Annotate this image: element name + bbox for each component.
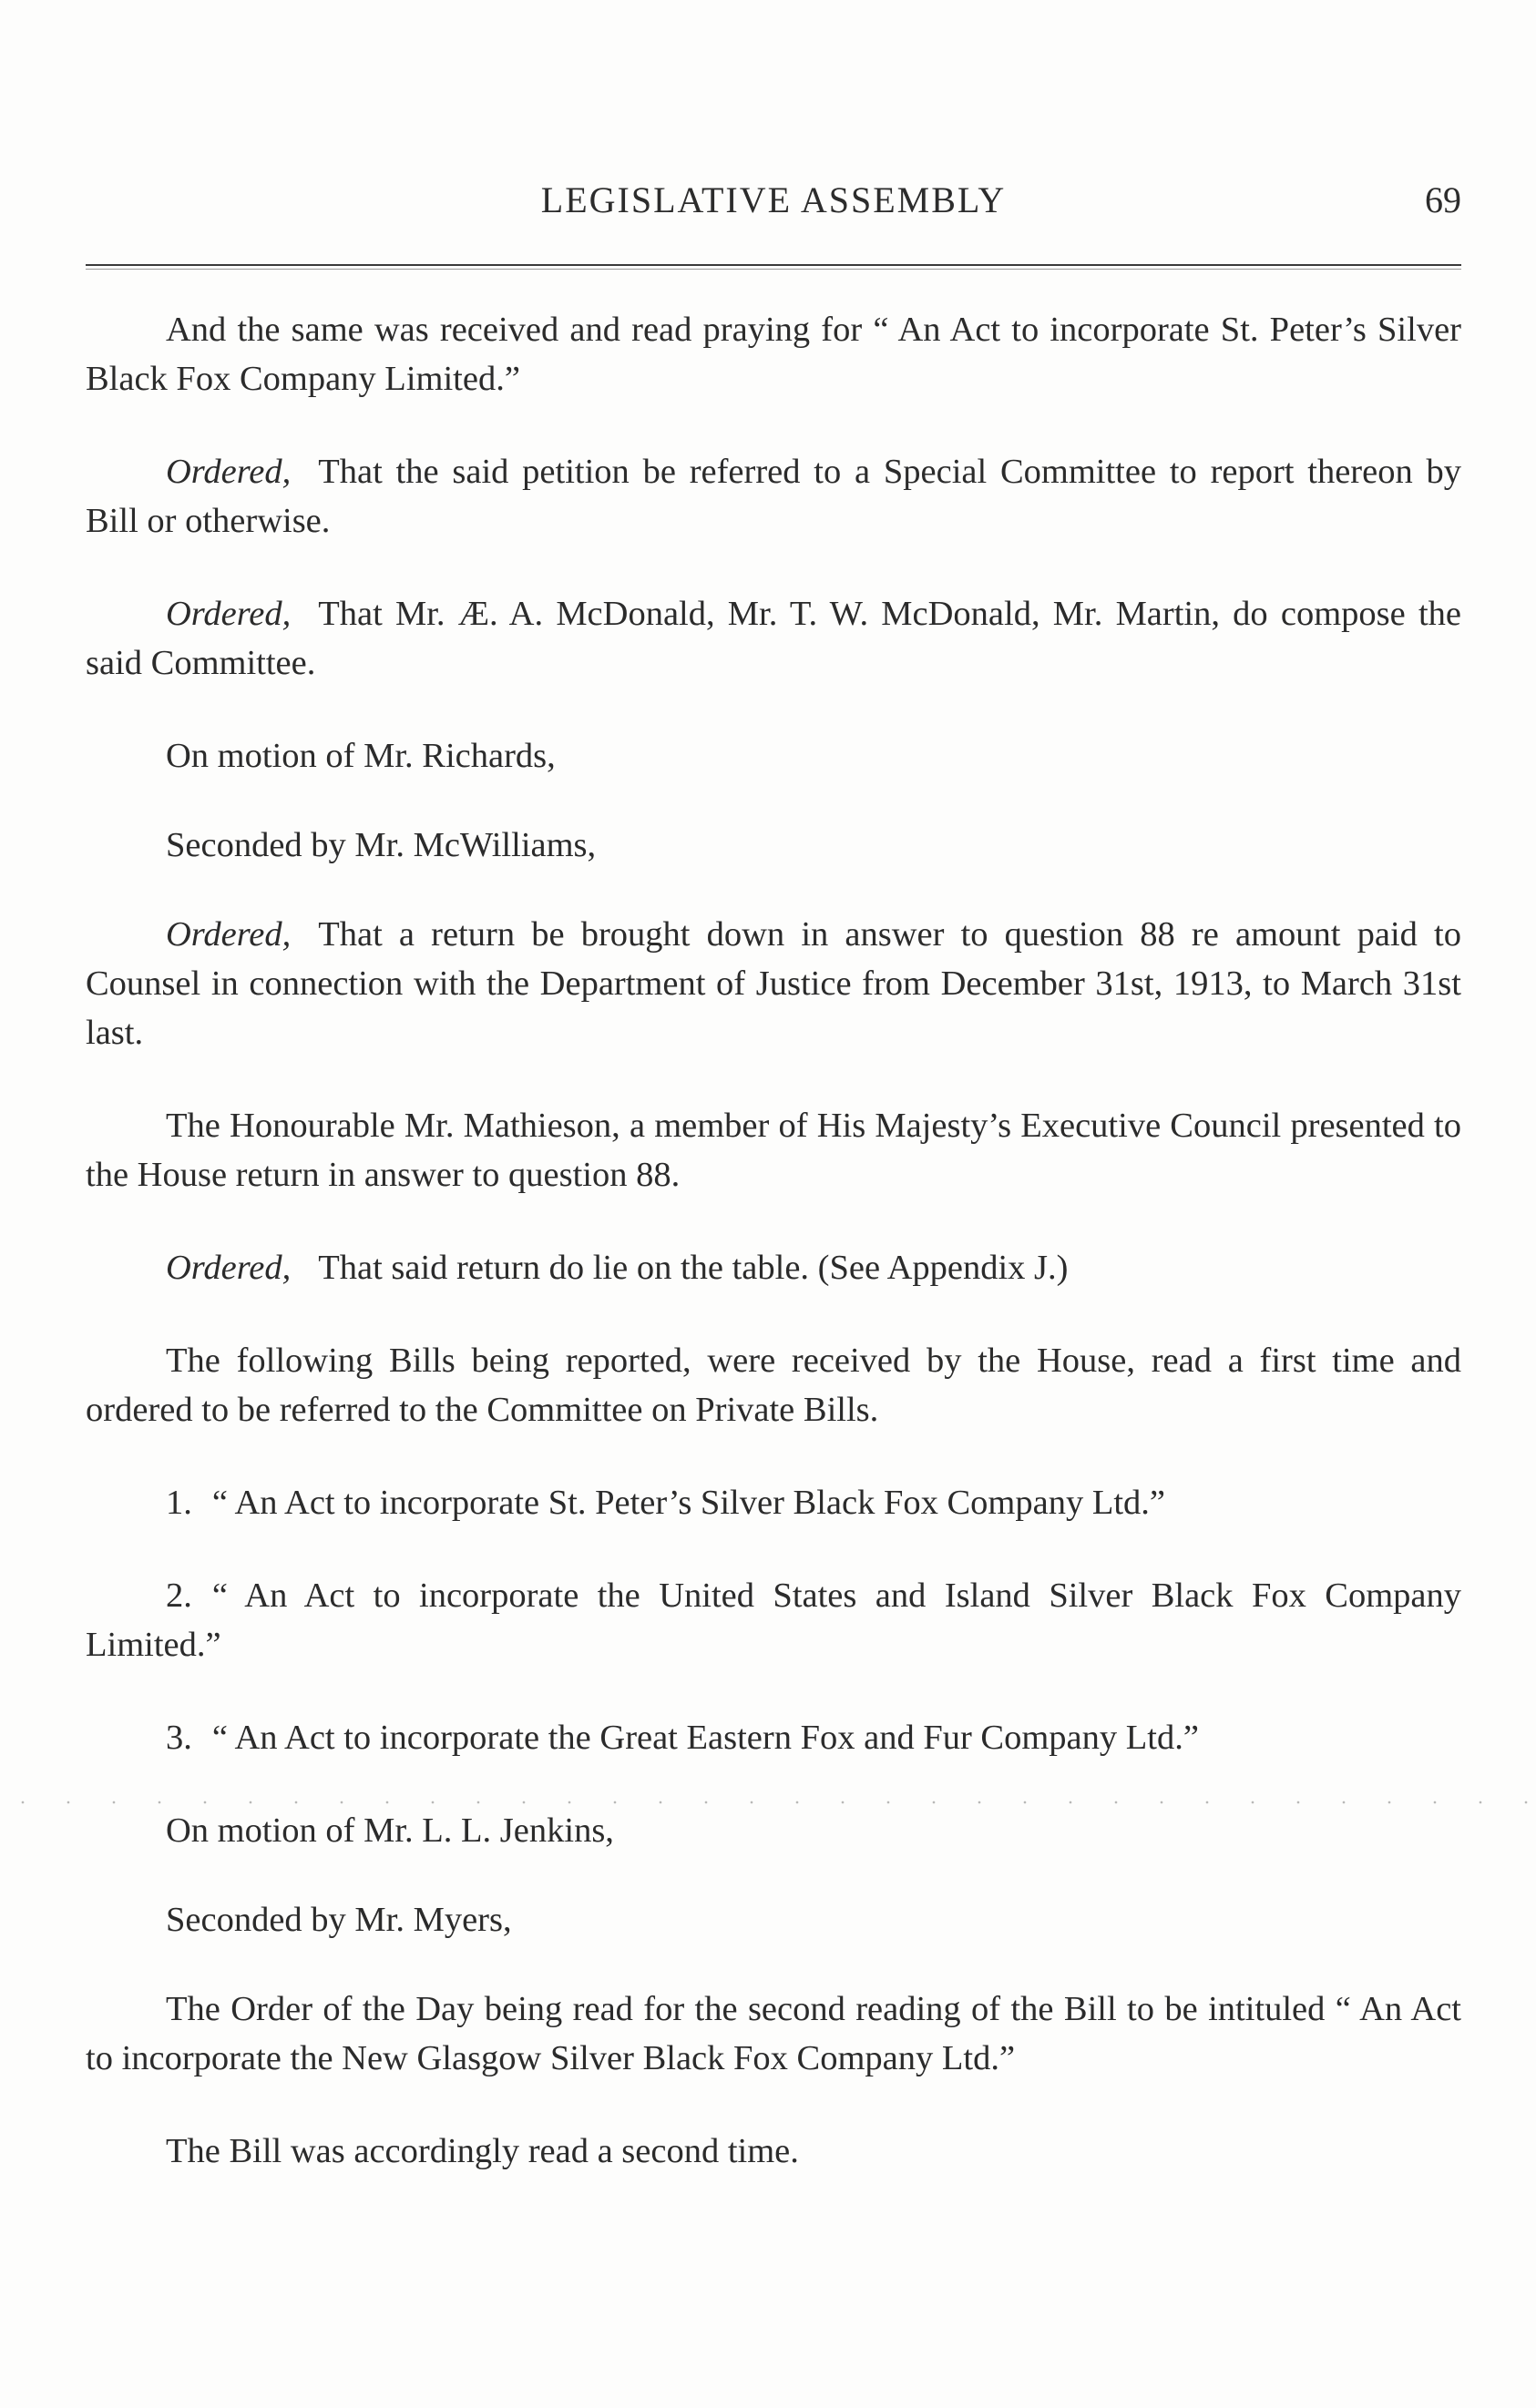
paragraph-seconded-mcwilliams bbox=[86, 821, 1461, 870]
paragraph-text: Seconded by Mr. Myers, bbox=[166, 1901, 512, 1939]
bill-title: “ An Act to incorporate the Great Eastern Fox and Fur Company Ltd.” bbox=[211, 1719, 1199, 1757]
paragraph-text: On motion of Mr. Richards, bbox=[166, 737, 556, 775]
running-title: LEGISLATIVE ASSEMBLY bbox=[540, 179, 1007, 220]
bill-item bbox=[86, 1713, 1461, 1762]
paragraph-motion-jenkins bbox=[86, 1806, 1461, 1855]
paragraph-text: On motion of Mr. L. L. Jenkins, bbox=[166, 1811, 614, 1850]
paragraph-text: That the said petition be referred to a Special Committee to report thereon by Bill or otherwise. bbox=[86, 453, 1461, 540]
paragraph-ordered-referral bbox=[86, 447, 1461, 546]
paragraph-bills-reported bbox=[86, 1336, 1461, 1434]
bill-number: 2. bbox=[166, 1576, 192, 1615]
page-header bbox=[86, 179, 1461, 233]
paragraph-text: That a return be brought down in answer to question 88 re amount paid to Counsel in connection with the Department of Justice from December 31st, 1913, to March 31st last. bbox=[86, 915, 1461, 1052]
paragraph-petition-received bbox=[86, 305, 1461, 403]
paragraph-text: That said return do lie on the table. (See Appendix J.) bbox=[318, 1249, 1069, 1287]
paragraph-ordered-committee bbox=[86, 589, 1461, 688]
paragraph-motion-richards bbox=[86, 731, 1461, 781]
ordered-label: Ordered, bbox=[166, 453, 292, 491]
paragraph-text: That Mr. Æ. A. McDonald, Mr. T. W. McDonald, Mr. Martin, do compose the said Committee. bbox=[86, 595, 1461, 682]
paragraph-ordered-table bbox=[86, 1243, 1461, 1292]
document-body bbox=[86, 305, 1461, 2219]
bill-title: “ An Act to incorporate the United States and Island Silver Black Fox Company Limited.” bbox=[86, 1576, 1461, 1664]
bill-title: “ An Act to incorporate St. Peter’s Silver Black Fox Company Ltd.” bbox=[211, 1484, 1165, 1522]
ordered-label: Ordered, bbox=[166, 915, 292, 954]
ordered-label: Ordered, bbox=[166, 595, 292, 633]
bill-item bbox=[86, 1478, 1461, 1527]
bill-number: 1. bbox=[166, 1484, 192, 1522]
header-rule bbox=[86, 264, 1461, 266]
bill-item bbox=[86, 1571, 1461, 1669]
paragraph-text: The Order of the Day being read for the second reading of the Bill to be intituled “ An Act to incorporate the New Glasgow Silver Black Fox Company Ltd.” bbox=[86, 1990, 1461, 2077]
paragraph-mathieson-return bbox=[86, 1101, 1461, 1199]
dotted-separator bbox=[0, 1801, 1536, 1804]
paragraph-ordered-return bbox=[86, 910, 1461, 1057]
paragraph-text: Seconded by Mr. McWilliams, bbox=[166, 826, 597, 864]
paragraph-order-of-day bbox=[86, 1985, 1461, 2083]
paragraph-text: And the same was received and read praying for “ An Act to incorporate St. Peter’s Silver Black Fox Company Limited.” bbox=[86, 311, 1461, 398]
paragraph-text: The following Bills being reported, were received by the House, read a first time and ordered to be referred to the Committee on Private Bills. bbox=[86, 1342, 1461, 1429]
paragraph-second-reading bbox=[86, 2127, 1461, 2176]
paragraph-text: The Bill was accordingly read a second time. bbox=[166, 2132, 799, 2170]
page-number: 69 bbox=[1425, 179, 1461, 220]
ordered-label: Ordered, bbox=[166, 1249, 292, 1287]
bill-number: 3. bbox=[166, 1719, 192, 1757]
paragraph-text: The Honourable Mr. Mathieson, a member of His Majesty’s Executive Council presented to the House return in answer to question 88. bbox=[86, 1107, 1461, 1194]
paragraph-seconded-myers bbox=[86, 1895, 1461, 1944]
